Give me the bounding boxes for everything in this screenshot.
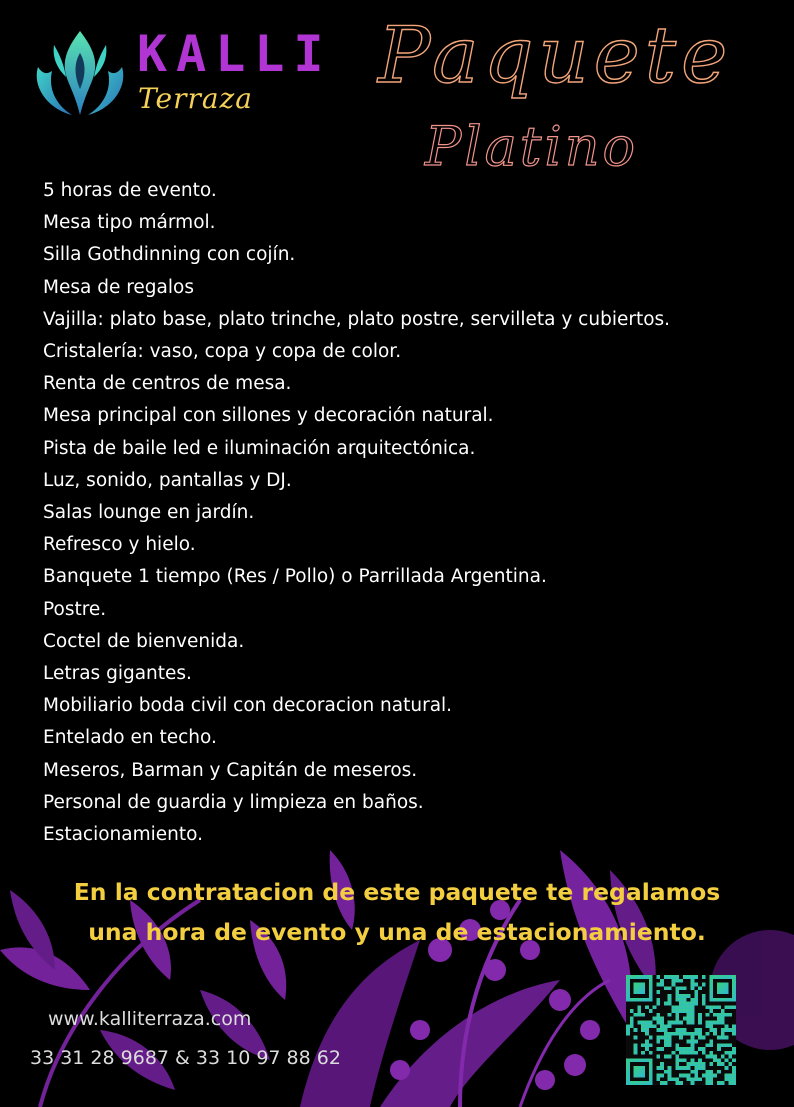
promo-line-1: En la contratacion de este paquete te regalamos	[73, 878, 721, 906]
phone-numbers: 33 31 28 9687 & 33 10 97 88 62	[30, 1047, 341, 1069]
list-item: Personal de guardia y limpieza en baños.	[43, 791, 424, 813]
list-item: Cristalería: vaso, copa y copa de color.	[43, 341, 402, 363]
feature-list	[43, 175, 788, 851]
qr-code-icon	[626, 975, 736, 1085]
list-item: Mobiliario boda civil con decoracion natural.	[43, 695, 453, 717]
list-item: Entelado en techo.	[43, 727, 217, 749]
list-item: Vajilla: plato base, plato trinche, plato postre, servilleta y cubiertos.	[43, 308, 671, 330]
list-item: Mesa principal con sillones y decoración natural.	[43, 405, 494, 427]
brand-subtitle: Terraza	[138, 82, 253, 115]
promo-message	[0, 872, 794, 952]
website-link[interactable]: www.kalliterraza.com	[48, 1008, 252, 1030]
list-item: Letras gigantes.	[43, 663, 192, 685]
list-item: Renta de centros de mesa.	[43, 373, 292, 395]
list-item: Refresco y hielo.	[43, 534, 196, 556]
promo-line-2: una hora de evento y una de estacionamiento.	[88, 918, 706, 946]
list-item: Mesa de regalos	[43, 276, 194, 298]
brand-name: KALLI	[137, 25, 333, 83]
list-item: Postre.	[43, 598, 107, 620]
list-item: Mesa tipo mármol.	[43, 212, 216, 234]
package-title: Paquete	[378, 11, 733, 101]
list-item: 5 horas de evento.	[43, 180, 217, 201]
list-item: Banquete 1 tiempo (Res / Pollo) o Parrillada Argentina.	[43, 566, 547, 588]
list-item: Pista de baile led e iluminación arquitectónica.	[43, 437, 476, 459]
list-item: Meseros, Barman y Capitán de meseros.	[43, 759, 418, 781]
logo	[30, 25, 333, 125]
flame-leaf-icon	[30, 25, 130, 120]
list-item: Luz, sonido, pantallas y DJ.	[43, 469, 292, 491]
list-item: Coctel de bienvenida.	[43, 630, 245, 652]
list-item: Salas lounge en jardín.	[43, 502, 255, 524]
list-item: Estacionamiento.	[43, 824, 204, 846]
package-subtitle: Platino	[425, 115, 639, 178]
list-item: Silla Gothdinning con cojín.	[43, 244, 296, 266]
